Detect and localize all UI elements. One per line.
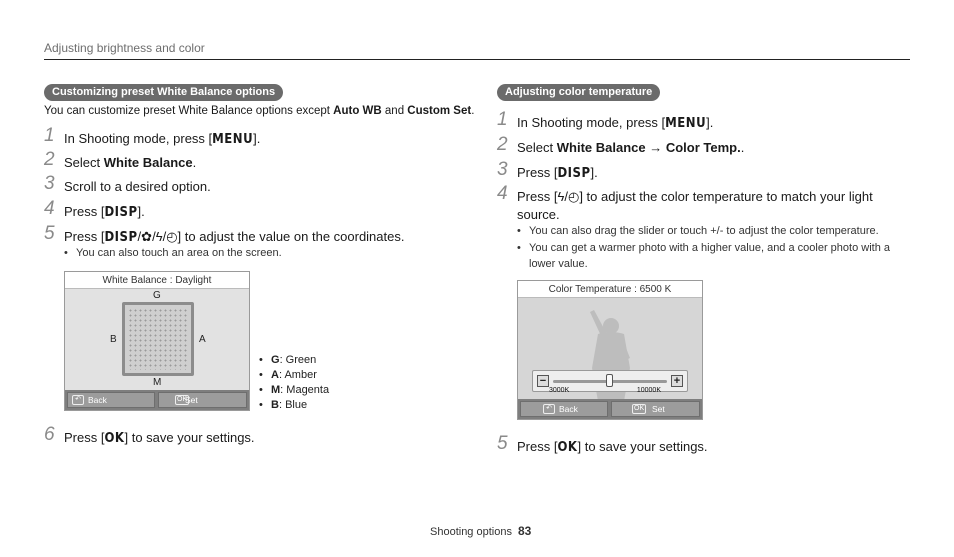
page-footer <box>430 524 531 538</box>
step-number: 5 <box>44 223 55 244</box>
legend-value: : Green <box>279 354 317 366</box>
step-text: Scroll to a desired option. <box>64 179 211 194</box>
step-number: 4 <box>497 183 508 204</box>
step-number: 5 <box>497 433 508 454</box>
flash-icon: ϟ <box>155 229 163 244</box>
color-temp-slider-handle[interactable] <box>606 374 613 387</box>
step-text: Press [ <box>64 204 105 219</box>
header-rule <box>44 59 910 60</box>
right-note-2: • You can get a warmer photo with a higher value, and a cooler photo with a lower value. <box>529 240 899 272</box>
legend-value: : Magenta <box>280 384 330 396</box>
legend-key: A <box>271 369 279 381</box>
back-button[interactable] <box>520 401 608 417</box>
back-label: Back <box>559 404 578 414</box>
step-number: 4 <box>44 198 55 219</box>
page-number: 83 <box>517 524 532 538</box>
step-bold: White Balance <box>556 140 646 155</box>
decrease-button[interactable]: − <box>537 375 549 387</box>
step-text: ] to save your settings. <box>577 439 708 454</box>
legend-item <box>259 353 329 368</box>
ok-key-icon: OK <box>557 440 578 455</box>
slider-min-label: 3000K <box>549 387 570 394</box>
step-bold: White Balance <box>103 155 193 170</box>
timer-icon: ◴ <box>166 229 178 244</box>
back-icon: ↶ <box>72 395 84 405</box>
wb-axis-legend <box>259 353 329 413</box>
step-text: Press [ <box>517 165 558 180</box>
step-bold: Color Temp. <box>665 140 741 155</box>
intro-text: and <box>381 105 408 117</box>
axis-g-label: G <box>153 290 161 301</box>
step-text: ] to adjust the value on the coordinates. <box>177 229 405 244</box>
axis-a-label: A <box>199 334 206 345</box>
set-label: Set <box>652 404 665 414</box>
left-intro <box>44 105 474 117</box>
disp-key-icon: DISP <box>557 166 591 181</box>
left-note: • You can also touch an area on the screen. <box>76 245 282 261</box>
wb-coordinate-grid[interactable] <box>122 302 194 376</box>
flash-icon: ϟ <box>557 189 565 204</box>
white-balance-screen <box>64 271 250 411</box>
menu-key-icon: MENU <box>665 116 707 131</box>
screen-title: Color Temperature : 6500 K <box>518 281 702 298</box>
back-button[interactable] <box>67 392 155 408</box>
macro-icon: ✿ <box>141 229 153 244</box>
legend-item <box>259 398 329 413</box>
step-text: . <box>740 140 745 155</box>
back-icon: ↶ <box>543 404 555 414</box>
set-button[interactable] <box>611 401 700 417</box>
step-text: Press [ <box>517 439 558 454</box>
step-text: Select <box>517 140 557 155</box>
step-text: ]. <box>706 115 714 130</box>
step-text: Press [ <box>64 229 105 244</box>
preview-photo <box>518 298 702 399</box>
step-text: ]. <box>137 204 145 219</box>
section-header: Adjusting brightness and color <box>44 41 205 55</box>
ok-key-icon: OK <box>104 431 125 446</box>
step-number: 1 <box>44 125 55 146</box>
axis-m-label: M <box>153 377 162 388</box>
intro-bold-auto-wb: Auto WB <box>333 105 382 117</box>
disp-key-icon: DISP <box>104 205 138 220</box>
step-text: Press [ <box>517 189 558 204</box>
set-label: Set <box>185 395 198 405</box>
step-number: 2 <box>497 134 508 155</box>
step-text: In Shooting mode, press [ <box>517 115 666 130</box>
legend-key: M <box>271 384 281 396</box>
color-temp-slider-panel <box>532 370 688 392</box>
step-text: Select <box>64 155 104 170</box>
step-text: In Shooting mode, press [ <box>64 131 213 146</box>
step-text: Press [ <box>64 430 105 445</box>
legend-item <box>259 383 329 398</box>
step-text: . <box>192 155 197 170</box>
set-button[interactable] <box>158 392 247 408</box>
footer-label: Shooting options <box>430 526 512 538</box>
axis-b-label: B <box>110 334 117 345</box>
timer-icon: ◴ <box>567 189 580 204</box>
step-text: ]. <box>590 165 598 180</box>
step-text: / <box>137 229 142 244</box>
screen-softkey-bar <box>518 399 702 419</box>
left-section-pill: Customizing preset White Balance options <box>44 84 283 101</box>
legend-key: G <box>271 354 280 366</box>
step-number: 2 <box>44 149 55 170</box>
intro-bold-custom-set: Custom Set <box>407 105 472 117</box>
legend-key: B <box>271 399 279 411</box>
step-text: ] to save your settings. <box>124 430 255 445</box>
step-number: 3 <box>497 159 508 180</box>
back-label: Back <box>88 395 107 405</box>
slider-max-label: 10000K <box>636 387 661 394</box>
legend-value: : Blue <box>278 399 308 411</box>
legend-value: : Amber <box>278 369 317 381</box>
menu-key-icon: MENU <box>212 132 254 147</box>
intro-text: You can customize preset White Balance options except <box>44 105 334 117</box>
color-temp-screen <box>517 280 703 420</box>
step-number: 3 <box>44 173 55 194</box>
step-text: ] to adjust the color temperature to match your light source. <box>517 189 873 222</box>
legend-item <box>259 368 329 383</box>
arrow-icon: → <box>645 140 666 155</box>
step-text: ]. <box>253 131 261 146</box>
step-number: 1 <box>497 109 508 130</box>
right-note-1: • You can also drag the slider or touch +/- to adjust the color temperature. <box>529 223 899 239</box>
screen-title: White Balance : Daylight <box>65 272 249 289</box>
disp-key-icon: DISP <box>104 230 138 245</box>
ok-key-icon: OK <box>177 396 188 403</box>
right-section-pill: Adjusting color temperature <box>497 84 660 101</box>
ok-key-icon: OK <box>634 405 645 412</box>
intro-text: . <box>471 105 475 117</box>
screen-softkey-bar <box>65 390 249 410</box>
step-number: 6 <box>44 424 55 445</box>
increase-button[interactable]: + <box>671 375 683 387</box>
